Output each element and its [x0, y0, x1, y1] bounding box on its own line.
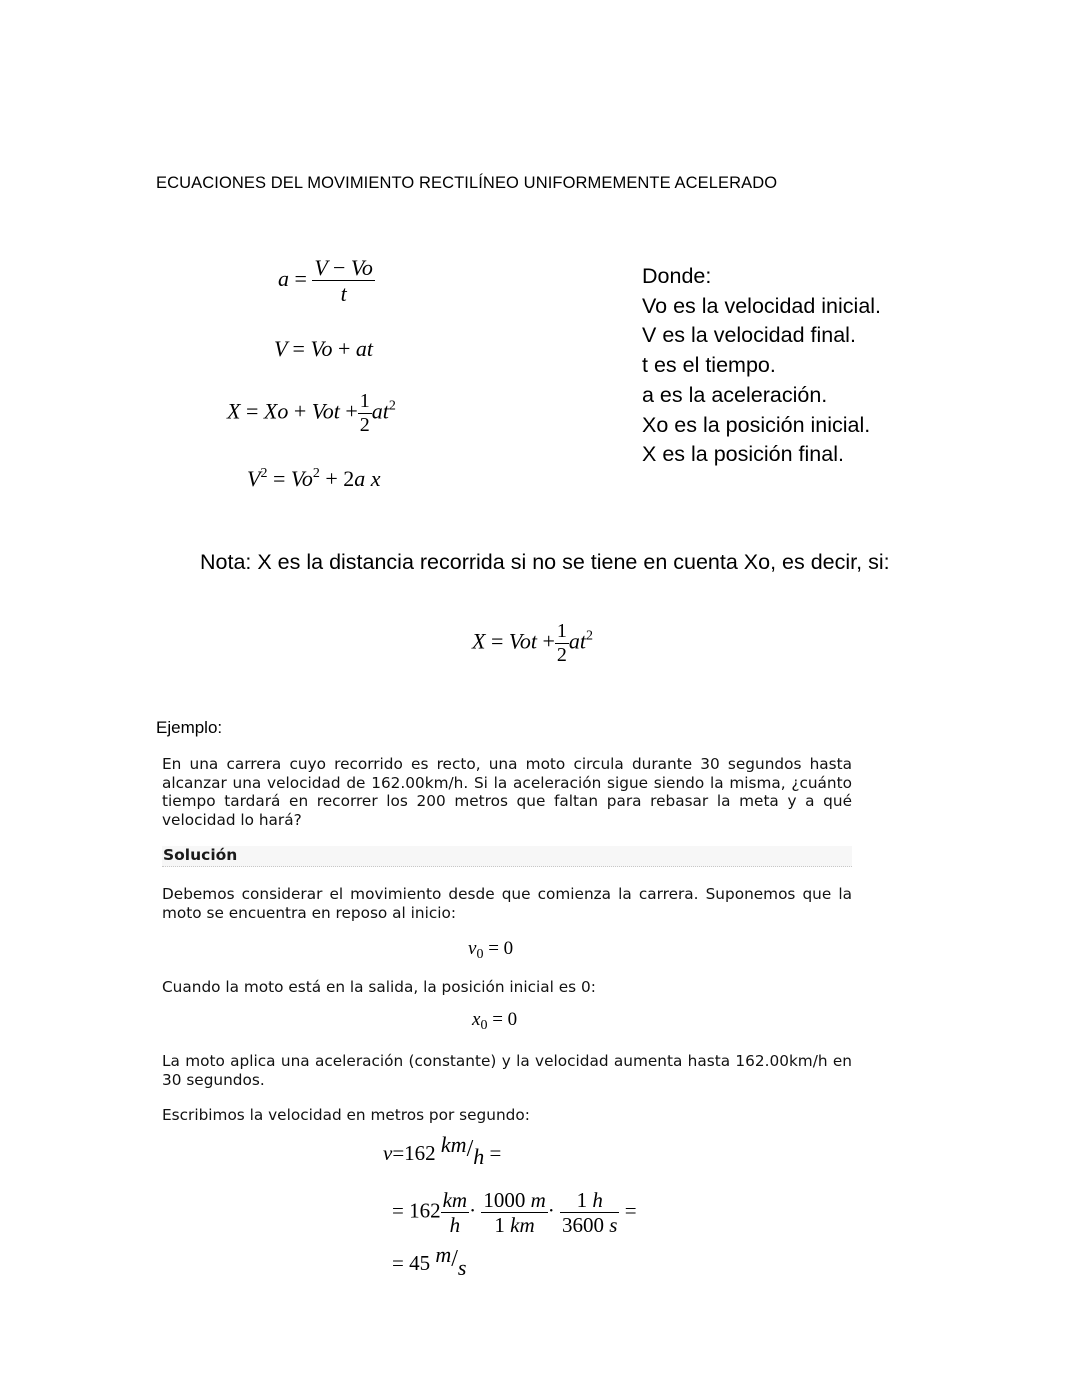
equation-distance: X = Vot + $\frac{1}{2}$ $at^2$	[472, 620, 594, 666]
equation-velocity: V = Vo + at	[274, 336, 374, 361]
definition-item: X es la posición final.	[642, 442, 844, 467]
equation-velocity-squared: $V^2 = Vo^2 + 2a$ x	[247, 466, 381, 491]
equation-initial-position: $x_0 = 0$	[472, 1009, 518, 1033]
equation-result: = 45 m/s	[392, 1242, 467, 1280]
value-seconds: 3600	[562, 1213, 605, 1238]
definitions-list	[642, 262, 881, 470]
value-zero: 0	[503, 938, 514, 959]
value-meters: 1000	[483, 1188, 526, 1212]
equation-initial-velocity: $v_0 = 0$	[468, 938, 514, 962]
value-one: 1	[576, 1188, 588, 1212]
solution-paragraph: Cuando la moto está en la salida, la posición inicial es 0:	[162, 978, 596, 996]
definition-item: a es la aceleración.	[642, 382, 828, 407]
definition-item: Vo es la velocidad inicial.	[642, 293, 882, 318]
solution-paragraph: La moto aplica una aceleración (constante) y la velocidad aumenta hasta 162.00km/h en 30 segundos.	[162, 1052, 852, 1089]
equation-speed-kmh: v=162 km/h =	[383, 1132, 502, 1169]
definition-item: t es el tiempo.	[642, 353, 776, 378]
example-heading: Ejemplo:	[156, 718, 223, 737]
definition-item: V es la velocidad final.	[642, 323, 856, 348]
value-one: 1	[494, 1213, 505, 1238]
solution-paragraph: Debemos considerar el movimiento desde que comienza la carrera. Suponemos que la moto se encuentra en reposo al inicio:	[162, 885, 852, 922]
equation-position: X = Xo + Vot + $\frac{1}{2}$ $at^2$	[227, 390, 396, 436]
value-speed: 162	[404, 1141, 436, 1165]
solution-heading: Solución	[162, 846, 852, 867]
definition-item: Xo es la posición inicial.	[642, 412, 871, 437]
value-result: 45	[409, 1251, 431, 1275]
note-text: Nota: X es la distancia recorrida si no se tiene en cuenta Xo, es decir, si:	[200, 550, 890, 574]
value-zero: 0	[507, 1009, 518, 1030]
definitions-heading: Donde:	[642, 264, 712, 288]
solution-paragraph: Escribimos la velocidad en metros por segundo:	[162, 1106, 530, 1124]
example-problem: En una carrera cuyo recorrido es recto, una moto circula durante 30 segundos hasta alcanzar una velocidad de 162.00km/h. Si la aceleración sigue siendo la misma, ¿cuánto tiempo tardará en recorrer los 200 metros que faltan para rebasar la meta y a qué velocidad lo hará?	[162, 755, 852, 829]
value-speed: 162	[409, 1198, 441, 1223]
equation-unit-conversion: = 162 $\frac{km}{h}$ · $\frac{1000 m}{1 km}$ · $\frac{1 h}{3600 s}$ =	[392, 1188, 637, 1238]
page-title: ECUACIONES DEL MOVIMIENTO RECTILÍNEO UNIFORMEMENTE ACELERADO	[156, 174, 778, 192]
equation-acceleration: a = $\frac{V - Vo}{t}$	[278, 255, 373, 307]
